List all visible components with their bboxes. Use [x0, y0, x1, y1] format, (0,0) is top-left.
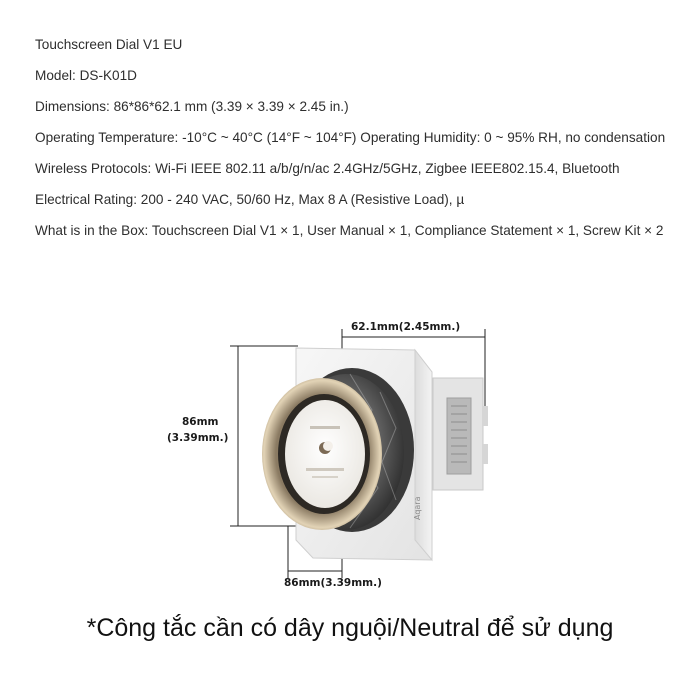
depth-label: 62.1mm(2.45mm.) [351, 321, 461, 333]
dial-screen [262, 378, 382, 530]
brand-mark: Aqara [413, 496, 422, 520]
spec-model: Model: DS-K01D [35, 68, 137, 83]
spec-electrical-rating: Electrical Rating: 200 - 240 VAC, 50/60 Hz, Max 8 A (Resistive Load), µ [35, 192, 465, 207]
spec-dimensions: Dimensions: 86*86*62.1 mm (3.39 × 3.39 × 2.45 in.) [35, 99, 349, 114]
height-label-in: (3.39mm.) [167, 432, 229, 444]
spec-operating-conditions: Operating Temperature: -10°C ~ 40°C (14°F ~ 104°F) Operating Humidity: 0 ~ 95% RH, no condensation [35, 130, 666, 145]
height-label-mm: 86mm [182, 416, 219, 428]
width-label: 86mm(3.39mm.) [284, 577, 382, 589]
spec-title: Touchscreen Dial V1 EU [35, 37, 183, 52]
spec-box-contents: What is in the Box: Touchscreen Dial V1 × 1, User Manual × 1, Compliance Statement × 1, Screw Kit × 2 [35, 223, 664, 238]
spec-wireless-protocols: Wireless Protocols: Wi-Fi IEEE 802.11 a/b/g/n/ac 2.4GHz/5GHz, Zigbee IEEE802.15.4, Bluetooth [35, 161, 620, 176]
neutral-wire-note: *Công tắc cần có dây nguội/Neutral để sử dụng [86, 614, 614, 642]
terminal-block [433, 378, 488, 490]
